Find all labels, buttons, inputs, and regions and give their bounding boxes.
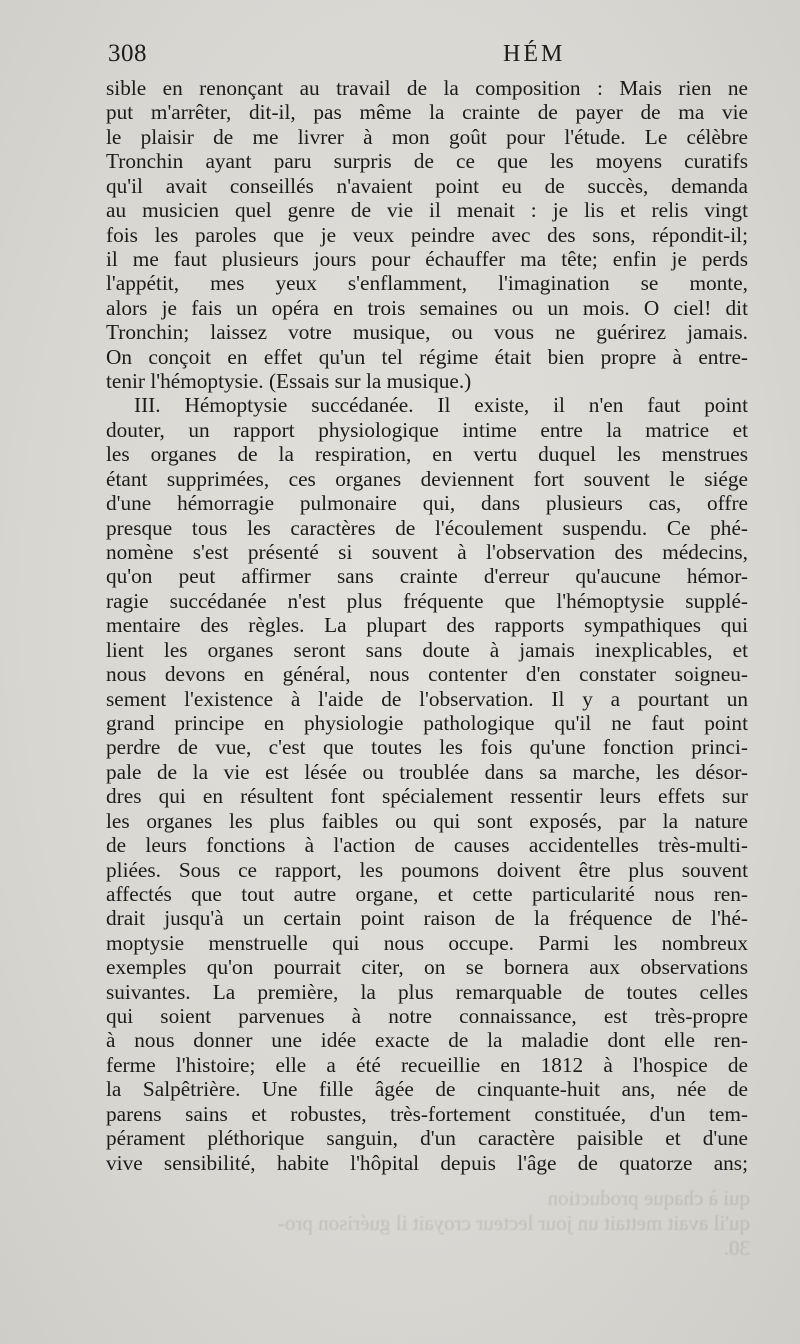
text-line: sement l'existence à l'aide de l'observation. Il y a pourtant un: [106, 686, 748, 711]
text-line: qu'on peut affirmer sans crainte d'erreur qu'aucune hémor-: [106, 564, 748, 589]
show-through-line: qu'il avait mettait un jour lecteur croyait il guérison pro-: [277, 1211, 750, 1235]
text-line: de leurs fonctions à l'action de causes accidentelles très-multi-: [106, 833, 748, 858]
text-line: alors je fais un opéra en trois semaines ou un mois. O ciel! dit: [106, 295, 748, 320]
text-line: les organes de la respiration, en vertu duquel les menstrues: [106, 442, 748, 467]
text-line: douter, un rapport physiologique intime entre la matrice et: [106, 417, 748, 442]
text-line: ferme l'histoire; elle a été recueillie en 1812 à l'hospice de: [106, 1052, 748, 1077]
text-line: sible en renonçant au travail de la composition : Mais rien ne: [106, 76, 748, 100]
running-title: HÉM: [503, 41, 566, 67]
text-line: le plaisir de me livrer à mon goût pour l'étude. Le célèbre: [106, 124, 748, 149]
page-body: [106, 76, 748, 1175]
text-line: moptysie menstruelle qui nous occupe. Parmi les nombreux: [106, 930, 748, 955]
text-line: lient les organes seront sans doute à jamais inexplicables, et: [106, 637, 748, 662]
show-through-line: 30.: [723, 1236, 750, 1260]
text-line: vive sensibilité, habite l'hôpital depuis l'âge de quatorze ans;: [106, 1150, 748, 1175]
text-line: étant supprimées, ces organes deviennent fort souvent le siége: [106, 466, 748, 491]
text-line: presque tous les caractères de l'écoulement suspendu. Ce phé-: [106, 515, 748, 540]
text-line: exemples qu'on pourrait citer, on se bornera aux observations: [106, 955, 748, 980]
text-line: pliées. Sous ce rapport, les poumons doivent être plus souvent: [106, 857, 748, 882]
text-line: drait jusqu'à un certain point raison de la fréquence de l'hé-: [106, 906, 748, 931]
text-line: affectés que tout autre organe, et cette particularité nous ren-: [106, 881, 748, 906]
text-line: perdre de vue, c'est que toutes les fois qu'une fonction princi-: [106, 735, 748, 760]
text-line: pale de la vie est lésée ou troublée dans sa marche, les désor-: [106, 759, 748, 784]
text-line: la Salpêtrière. Une fille âgée de cinquante-huit ans, née de: [106, 1077, 748, 1102]
text-line: nomène s'est présenté si souvent à l'observation des médecins,: [106, 540, 748, 565]
text-line: suivantes. La première, la plus remarquable de toutes celles: [106, 979, 748, 1004]
section-heading-line: III. Hémoptysie succédanée. Il existe, il n'en faut point: [134, 393, 748, 418]
text-line: dres qui en résultent font spécialement ressentir leurs effets sur: [106, 784, 748, 809]
show-through-text: [110, 1186, 750, 1276]
text-line: tenir l'hémoptysie. (Essais sur la musique.): [106, 369, 472, 394]
text-line: l'appétit, mes yeux s'enflamment, l'imagination se monte,: [106, 271, 748, 296]
text-line: fois les paroles que je veux peindre avec des sons, répondit-il;: [106, 222, 748, 247]
text-line: nous devons en général, nous contenter d'en constater soigneu-: [106, 662, 748, 687]
text-line: pérament pléthorique sanguin, d'un caractère paisible et d'une: [106, 1126, 748, 1151]
text-line: On conçoit en effet qu'un tel régime était bien propre à entre-: [106, 344, 748, 369]
text-line: à nous donner une idée exacte de la maladie dont elle ren-: [106, 1028, 748, 1053]
text-line: parens sains et robustes, très-fortement constituée, d'un tem-: [106, 1101, 748, 1126]
text-line: put m'arrêter, dit-il, pas même la crainte de payer de ma vie: [106, 100, 748, 125]
show-through-line: qui à chaque production: [547, 1186, 750, 1210]
text-line: les organes les plus faibles ou qui sont exposés, par la nature: [106, 808, 748, 833]
text-line: ragie succédanée n'est plus fréquente que l'hémoptysie supplé-: [106, 588, 748, 613]
text-line: qu'il avait conseillés n'avaient point eu de succès, demanda: [106, 173, 748, 198]
text-line: il me faut plusieurs jours pour échauffer ma tête; enfin je perds: [106, 246, 748, 271]
page-number: 308: [108, 40, 147, 67]
text-line: au musicien quel genre de vie il menait : je lis et relis vingt: [106, 198, 748, 223]
text-line: grand principe en physiologie pathologique qu'il ne faut point: [106, 710, 748, 735]
text-line: qui soient parvenues à notre connaissance, est très-propre: [106, 1004, 748, 1029]
page-header: [108, 40, 752, 72]
text-line: mentaire des règles. La plupart des rapports sympathiques qui: [106, 613, 748, 638]
text-line: d'une hémorragie pulmonaire qui, dans plusieurs cas, offre: [106, 491, 748, 516]
text-line: Tronchin; laissez votre musique, ou vous ne guérirez jamais.: [106, 320, 748, 345]
text-line: Tronchin ayant paru surpris de ce que les moyens curatifs: [106, 149, 748, 174]
